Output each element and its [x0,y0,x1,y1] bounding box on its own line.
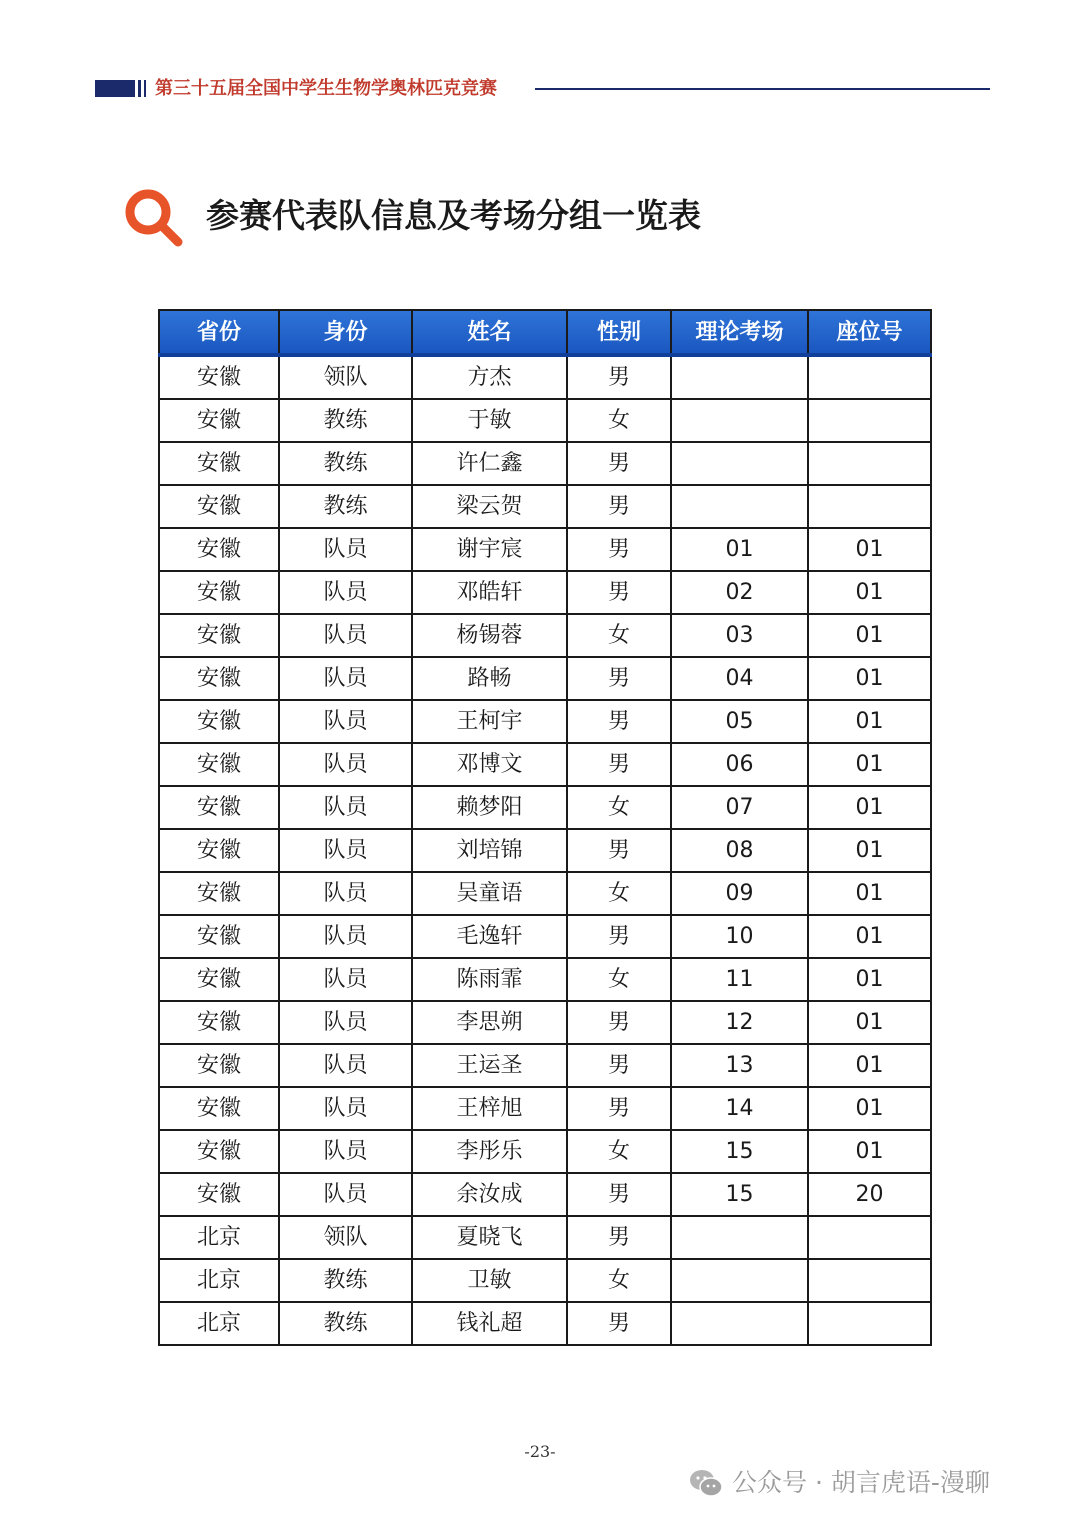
gender-cell: 男 [567,1216,671,1259]
seat-number-cell [808,1302,931,1345]
seat-number-cell: 01 [808,657,931,700]
name-cell: 陈雨霏 [412,958,567,1001]
province-cell: 安徽 [159,1044,279,1087]
province-cell: 安徽 [159,657,279,700]
gender-cell: 男 [567,1087,671,1130]
name-cell: 刘培锦 [412,829,567,872]
name-cell: 夏晓飞 [412,1216,567,1259]
seat-number-cell [808,399,931,442]
role-cell: 队员 [279,786,412,829]
page-number: -23- [524,1442,556,1461]
column-header: 座位号 [808,310,931,355]
province-cell: 安徽 [159,485,279,528]
exam-room-cell: 15 [671,1130,808,1173]
column-header: 理论考场 [671,310,808,355]
exam-room-cell: 14 [671,1087,808,1130]
table-row [159,829,931,872]
name-cell: 邓博文 [412,743,567,786]
gender-cell: 男 [567,829,671,872]
gender-cell: 男 [567,743,671,786]
province-cell: 安徽 [159,1001,279,1044]
name-cell: 余汝成 [412,1173,567,1216]
gender-cell: 男 [567,915,671,958]
gender-cell: 男 [567,528,671,571]
table-row [159,1302,931,1345]
seat-number-cell [808,442,931,485]
header-title: 第三十五届全国中学生生物学奥林匹克竞赛 [155,78,497,99]
seat-number-cell: 01 [808,743,931,786]
province-cell: 安徽 [159,528,279,571]
header-decor-bar [138,80,141,97]
role-cell: 队员 [279,1001,412,1044]
role-cell: 队员 [279,872,412,915]
table-row [159,1259,931,1302]
gender-cell: 男 [567,1173,671,1216]
gender-cell: 女 [567,614,671,657]
name-cell: 梁云贺 [412,485,567,528]
seat-number-cell: 01 [808,1130,931,1173]
gender-cell: 女 [567,399,671,442]
page-title: 参赛代表队信息及考场分组一览表 [206,196,701,235]
name-cell: 杨锡蓉 [412,614,567,657]
seat-number-cell [808,355,931,399]
province-cell: 安徽 [159,915,279,958]
table-row [159,1216,931,1259]
table-row [159,399,931,442]
province-cell: 安徽 [159,743,279,786]
role-cell: 教练 [279,442,412,485]
column-header: 身份 [279,310,412,355]
province-cell: 安徽 [159,829,279,872]
province-cell: 安徽 [159,355,279,399]
exam-room-cell [671,485,808,528]
exam-room-cell: 06 [671,743,808,786]
table-row [159,1087,931,1130]
gender-cell: 女 [567,958,671,1001]
wechat-icon [688,1468,724,1498]
name-cell: 钱礼超 [412,1302,567,1345]
column-header: 性别 [567,310,671,355]
name-cell: 谢宇宸 [412,528,567,571]
role-cell: 队员 [279,614,412,657]
seat-number-cell: 01 [808,1087,931,1130]
table-row [159,915,931,958]
search-icon [122,186,186,250]
seat-number-cell: 01 [808,872,931,915]
gender-cell: 男 [567,485,671,528]
name-cell: 邓皓轩 [412,571,567,614]
table-row [159,1001,931,1044]
name-cell: 于敏 [412,399,567,442]
watermark-text: 公众号 · 胡言虎语-漫聊 [732,1468,990,1497]
role-cell: 教练 [279,485,412,528]
province-cell: 安徽 [159,614,279,657]
table-header-row [159,310,931,355]
role-cell: 队员 [279,1130,412,1173]
name-cell: 方杰 [412,355,567,399]
role-cell: 队员 [279,958,412,1001]
province-cell: 安徽 [159,786,279,829]
role-cell: 队员 [279,1173,412,1216]
gender-cell: 男 [567,442,671,485]
exam-room-cell [671,1259,808,1302]
column-header: 省份 [159,310,279,355]
gender-cell: 男 [567,700,671,743]
role-cell: 队员 [279,657,412,700]
gender-cell: 男 [567,657,671,700]
role-cell: 队员 [279,571,412,614]
seat-number-cell: 01 [808,915,931,958]
seat-number-cell: 01 [808,700,931,743]
province-cell: 安徽 [159,1087,279,1130]
province-cell: 安徽 [159,872,279,915]
province-cell: 安徽 [159,399,279,442]
exam-room-cell: 01 [671,528,808,571]
name-cell: 王梓旭 [412,1087,567,1130]
province-cell: 安徽 [159,1130,279,1173]
gender-cell: 男 [567,1044,671,1087]
table-row [159,743,931,786]
province-cell: 安徽 [159,700,279,743]
seat-number-cell: 01 [808,571,931,614]
seat-number-cell: 01 [808,1044,931,1087]
gender-cell: 女 [567,786,671,829]
role-cell: 队员 [279,743,412,786]
column-header: 姓名 [412,310,567,355]
seat-number-cell: 01 [808,528,931,571]
exam-room-cell [671,442,808,485]
seat-number-cell: 01 [808,614,931,657]
exam-room-cell: 03 [671,614,808,657]
exam-room-cell: 10 [671,915,808,958]
seat-number-cell: 20 [808,1173,931,1216]
exam-room-cell [671,1216,808,1259]
table-row [159,442,931,485]
exam-room-cell [671,355,808,399]
name-cell: 王柯宇 [412,700,567,743]
exam-room-cell: 08 [671,829,808,872]
exam-room-cell [671,399,808,442]
table-row [159,614,931,657]
table-row [159,1173,931,1216]
role-cell: 领队 [279,355,412,399]
gender-cell: 女 [567,872,671,915]
name-cell: 许仁鑫 [412,442,567,485]
name-cell: 吴童语 [412,872,567,915]
seat-number-cell: 01 [808,829,931,872]
header-decor-bar [144,80,146,97]
seat-number-cell: 01 [808,786,931,829]
role-cell: 教练 [279,1259,412,1302]
page-header [95,78,995,100]
roster-table [158,309,932,1346]
role-cell: 队员 [279,528,412,571]
table-row [159,700,931,743]
table-row [159,355,931,399]
name-cell: 李思朔 [412,1001,567,1044]
role-cell: 教练 [279,1302,412,1345]
gender-cell: 男 [567,355,671,399]
header-decor-block [95,80,135,97]
header-rule [535,88,990,90]
gender-cell: 女 [567,1130,671,1173]
name-cell: 王运圣 [412,1044,567,1087]
table-row [159,786,931,829]
province-cell: 北京 [159,1302,279,1345]
table-row [159,1130,931,1173]
name-cell: 卫敏 [412,1259,567,1302]
seat-number-cell: 01 [808,1001,931,1044]
table-row [159,1044,931,1087]
role-cell: 队员 [279,915,412,958]
exam-room-cell: 07 [671,786,808,829]
exam-room-cell: 15 [671,1173,808,1216]
table-row [159,958,931,1001]
table-row [159,528,931,571]
table-row [159,571,931,614]
table-row [159,485,931,528]
role-cell: 教练 [279,399,412,442]
exam-room-cell [671,1302,808,1345]
role-cell: 队员 [279,1044,412,1087]
role-cell: 队员 [279,700,412,743]
gender-cell: 男 [567,1001,671,1044]
exam-room-cell: 09 [671,872,808,915]
gender-cell: 女 [567,1259,671,1302]
seat-number-cell [808,1216,931,1259]
seat-number-cell: 01 [808,958,931,1001]
table-row [159,657,931,700]
gender-cell: 男 [567,571,671,614]
exam-room-cell: 12 [671,1001,808,1044]
province-cell: 安徽 [159,442,279,485]
exam-room-cell: 04 [671,657,808,700]
name-cell: 毛逸轩 [412,915,567,958]
table-row [159,872,931,915]
name-cell: 李彤乐 [412,1130,567,1173]
seat-number-cell [808,1259,931,1302]
name-cell: 路畅 [412,657,567,700]
role-cell: 领队 [279,1216,412,1259]
seat-number-cell [808,485,931,528]
name-cell: 赖梦阳 [412,786,567,829]
exam-room-cell: 05 [671,700,808,743]
exam-room-cell: 11 [671,958,808,1001]
province-cell: 安徽 [159,1173,279,1216]
exam-room-cell: 13 [671,1044,808,1087]
province-cell: 安徽 [159,958,279,1001]
province-cell: 北京 [159,1216,279,1259]
province-cell: 安徽 [159,571,279,614]
role-cell: 队员 [279,1087,412,1130]
gender-cell: 男 [567,1302,671,1345]
province-cell: 北京 [159,1259,279,1302]
role-cell: 队员 [279,829,412,872]
exam-room-cell: 02 [671,571,808,614]
